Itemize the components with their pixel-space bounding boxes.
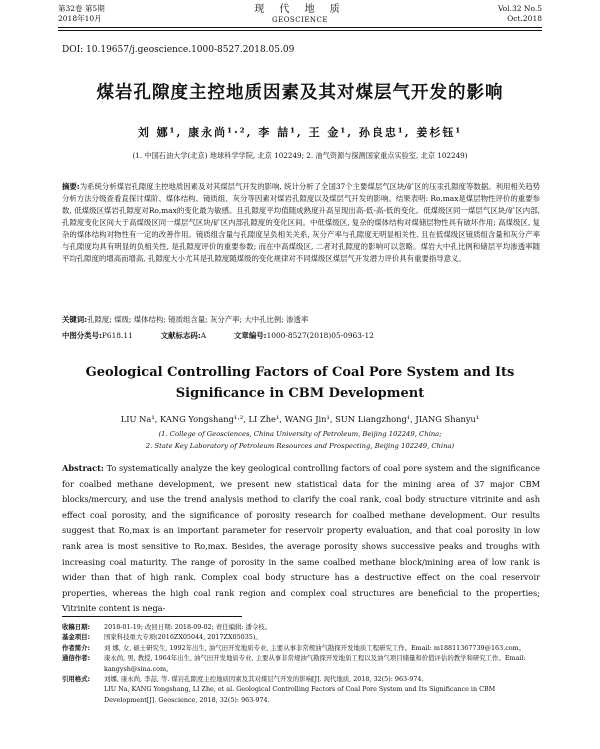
article-no-value: 1000-8527(2018)05-0963-12 (266, 331, 374, 340)
date-en: Oct.2018 (507, 14, 542, 23)
footnote-key: 作者简介: (62, 643, 91, 652)
footnote-key: 基金项目: (62, 633, 91, 642)
footnote-row (62, 643, 540, 653)
authors-zh: 刘 娜¹, 康永尚¹·², 李 喆¹, 王 金¹, 孙良忠¹, 姜杉钰¹ (137, 126, 463, 139)
abstract-en-label: Abstract: (62, 463, 104, 473)
keywords-zh-text: 孔隙度; 煤级; 煤体结构; 镜质组含量; 灰分产率; 大中孔比例; 渗透率 (87, 315, 309, 324)
doc-code-value: A (200, 331, 207, 340)
date-zh: 2018年10月 (58, 14, 102, 23)
classification-zh (62, 330, 540, 342)
footnote-row (62, 632, 540, 642)
volume-zh: 第32卷 第5期 (58, 4, 105, 13)
article-no-label: 文章编号: (234, 331, 267, 340)
doc-code-label: 文献标志码: (160, 331, 201, 340)
abstract-en-text: To systematically analyze the key geological controlling factors of coal pore system and the significance for coalbed methane development, we present new statistical data for the mining area of 37 major CBM blocks/mercury, and use the trend analysis method to clarify the coal rank, coal body structure vitrinite and ash effect coal porosity, and the significance of porosity research for coalbed methane development. Our results suggest that Ro,max is an important parameter for reservoir property evaluation, and that coal porosity in low rank area is most sensitive to Ro,max. Besides, the average porosity shows successive peaks and troughs with increasing coal maturity. The range of porosity in the same coalbed methane block/mining area of low rank is wider than that of high rank. Complex coal body structure has a destructive effect on the coal reservoir properties, whereas the high coal rank region and complex coal structures are beneficial to the properties; Vitrinite content is nega- (62, 463, 540, 614)
doi: DOI: 10.19657/j.geoscience.1000-8527.2018.05.09 (62, 45, 295, 55)
abstract-zh-label: 摘要: (62, 182, 80, 191)
footnote-value: 刘娜, 康永尚, 李喆, 等. 煤岩孔隙度主控地质因素及其对煤层气开发的影响[J]. 现代地质, 2018, 32(5): 963-974. (104, 675, 424, 684)
abstract-zh-text: 为系统分析煤岩孔隙度主控地质因素及对其煤层气开发的影响, 统计分析了全国37个主要煤层气区块/矿区的压汞孔隙度等数据。利用相关趋势分析方法分级查看直探讨煤阶、煤体结构、镜质组、灰分等因素对煤岩孔隙度以及煤层气开发的影响。结果表明: Ro,max是煤层物性评价的重要参数, 低煤级区煤岩孔隙度对Ro,max的变化最为敏感。且孔隙度平均值随成熟度升高呈现出高-低-高-低的变化。低煤级区同一煤层气区块/矿区内部, 孔隙度变化区间大于高煤级区同一煤层气区块/矿区内部孔隙度的变化区间。中低煤级区, 复杂的煤体结构对煤储层物性具有破坏作用; 高煤级区, 复杂的煤体结构对物性有一定的改善作用。镜质组含量与孔隙度呈负相关关系, 灰分产率与孔隙度无明显相关性, 且在低煤级区镜质组含量和灰分产率与孔隙度均具有明显的负相关性, 是孔隙度评价的重要参数; 而在中高煤级区, 二者对孔隙度的影响可以忽略。煤岩大中孔比例和储层平均渗透率随平均孔隙度的增高而增高, 孔隙度大小尤其是孔隙度随煤级的变化规律对不同煤级区煤层气开发潜力评价具有重要指导意义。 (62, 182, 540, 263)
footnote-row (62, 674, 540, 684)
footnote-value: 康永尚, 男, 教授, 1964年出生, 油气田开发地质专业, 主要从事非常规油气勘探开发地质工程以及油气项目储量和价值评估的教学和研究工作。Email: kangysh@sina.com。 (104, 654, 526, 673)
journal-name-en: GEOSCIENCE (271, 16, 329, 24)
header-right (498, 4, 542, 24)
abstract-zh (62, 181, 540, 265)
keywords-zh-label: 关键词: (62, 315, 88, 324)
affiliation-zh: (1. 中国石油大学(北京) 地球科学学院, 北京 102249; 2. 油气资源与探测国家重点实验室, 北京 102249) (132, 151, 468, 160)
volume-en: Vol.32 No.5 (497, 4, 542, 13)
footnote-key: 引用格式: (62, 675, 91, 684)
abstract-en (62, 461, 540, 617)
keywords-zh (62, 314, 540, 326)
footnote-row (62, 653, 540, 674)
footnote-row (62, 622, 540, 632)
header-rule (58, 27, 542, 28)
running-header (58, 4, 542, 26)
title-en: Geological Controlling Factors of Coal Pore System and Its Significance in CBM Development (85, 365, 515, 401)
affiliation-en-1: (1. College of Geosciences, China University of Petroleum, Beijing 102249, China; (158, 430, 442, 438)
footnote-key: 通信作者: (62, 654, 91, 663)
footnotes (62, 622, 540, 705)
journal-name-zh: 现 代 地 质 (254, 4, 346, 15)
footnote-key: 收稿日期: (62, 623, 91, 631)
footnote-key (62, 684, 104, 705)
clc-label: 中图分类号: (62, 331, 102, 340)
footnote-row (62, 684, 540, 705)
authors-en: LIU Na¹, KANG Yongshang¹·², LI Zhe¹, WANG Jin¹, SUN Liangzhong¹, JIANG Shanyu¹ (120, 414, 480, 424)
clc-value: P618.11 (101, 331, 133, 340)
footnote-rule (62, 616, 242, 617)
footnote-value: 国家科技重大专项(2016ZX05044, 2017ZX05035)。 (104, 633, 262, 642)
footnote-value: 刘 娜, 女, 硕士研究生, 1992年出生, 油气田开发地质专业, 主要从事非常规油气勘探开发地质工程研究工作。Email: m18811367739@163.com。 (104, 643, 526, 652)
header-center (58, 4, 542, 25)
affiliation-en-2: 2. State Key Laboratory of Petroleum Resources and Prospecting, Beijing 102249, China) (145, 442, 455, 450)
footnote-value: LIU Na, KANG Yongshang, LI Zhe, et al. Geological Controlling Factors of Coal Pore System and Its Significance in CBM Development[J]. Geoscience, 2018, 32(5): 963-974. (104, 685, 496, 704)
footnote-value: 2018-01-19; 改回日期: 2018-09-02; 责任编辑: 潘令枝。 (104, 623, 272, 631)
header-rule-thin (58, 30, 542, 31)
title-zh: 煤岩孔隙度主控地质因素及其对煤层气开发的影响 (96, 83, 504, 103)
affiliation-en (40, 428, 560, 452)
